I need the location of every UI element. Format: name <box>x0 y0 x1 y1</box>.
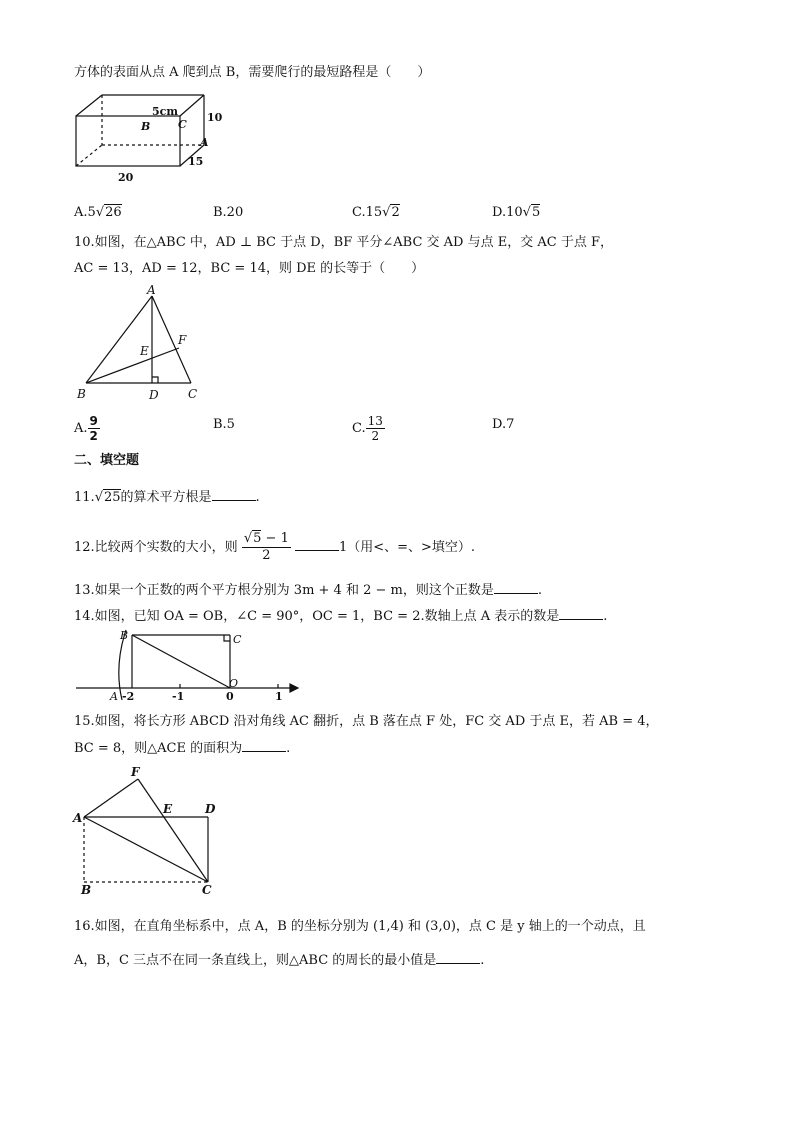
q14-answer-blank[interactable] <box>559 606 603 620</box>
q10-label-A: A <box>147 283 156 297</box>
q9-label-A: A <box>200 136 209 149</box>
q9-dim-right: 10 <box>207 111 223 124</box>
q9-option-c: C.15√2 <box>352 205 400 220</box>
q16-line1: 16.如图，在直角坐标系中，点 A，B 的坐标分别为 (1,4) 和 (3,0)，点 C 是 y 轴上的一个动点，且 <box>74 919 646 934</box>
q15-label-F: F <box>131 765 140 779</box>
q10-label-F: F <box>178 333 187 347</box>
q15-label-E: E <box>163 802 173 816</box>
q14-tick-m2: -2 <box>122 690 135 703</box>
q9-dim-bottom: 20 <box>118 171 134 184</box>
q9-dim-top: 5cm <box>152 105 178 118</box>
q12: 12.比较两个实数的大小，则 $\frac{√5 - 1}{2}$ 1（用<、=、>填空）. <box>74 531 476 563</box>
q10-line1: 10.如图，在△ABC 中，AD ⊥ BC 于点 D，BF 平分∠ABC 交 AD 与点 E，交 AC 于点 F， <box>74 235 613 250</box>
q10-triangle-figure <box>72 282 212 402</box>
q9-box-figure <box>70 88 230 188</box>
q14-tick-0: 0 <box>226 690 234 703</box>
q14-label-O: O <box>229 677 239 690</box>
q16-answer-blank[interactable] <box>436 950 480 964</box>
q15-label-C: C <box>202 883 212 897</box>
q13: 13.如果一个正数的两个平方根分别为 3m + 4 和 2 − m，则这个正数是 . <box>74 580 542 600</box>
q11: 11.√25的算术平方根是 . <box>74 487 260 507</box>
q16-line2: A，B，C 三点不在同一条直线上，则△ABC 的周长的最小值是 . <box>74 950 484 970</box>
q10-line2: AC = 13，AD = 12，BC = 14，则 DE 的长等于（ ） <box>74 261 425 276</box>
q14-tick-m1: -1 <box>172 690 185 703</box>
q14: 14.如图，已知 OA = OB，∠C = 90°，OC = 1，BC = 2.数轴上点 A 表示的数是 . <box>74 606 607 626</box>
q14-label-A: A <box>110 690 118 703</box>
q14-tick-1: 1 <box>275 690 283 703</box>
q9-dim-side: 15 <box>188 155 204 168</box>
q14-number-line-figure <box>72 626 302 706</box>
q10-label-B: B <box>77 387 86 401</box>
q15-label-B: B <box>81 883 92 897</box>
q10-option-b: B.5 <box>213 417 235 432</box>
q10-option-c: C. $\frac{13}{2}$ <box>352 414 383 443</box>
q9-stem: 方体的表面从点 A 爬到点 B，需要爬行的最短路程是（ ） <box>74 65 431 80</box>
q10-option-d: D.7 <box>492 417 515 432</box>
q10-label-C: C <box>188 387 198 401</box>
q15-line1: 15.如图，将长方形 ABCD 沿对角线 AC 翻折，点 B 落在点 F 处，FC 交 AD 于点 E，若 AB = 4， <box>74 714 659 729</box>
q10-label-D: D <box>149 388 159 402</box>
q13-answer-blank[interactable] <box>494 580 538 594</box>
q15-answer-blank[interactable] <box>242 738 286 752</box>
q10-label-E: E <box>140 344 149 358</box>
q11-answer-blank[interactable] <box>212 487 256 501</box>
q15-fold-figure <box>70 762 230 898</box>
section-title: 二、填空题 <box>74 453 140 468</box>
q14-label-C: C <box>233 633 242 646</box>
q14-label-B: B <box>120 629 129 642</box>
q9-option-b: B.20 <box>213 205 244 220</box>
q12-answer-blank[interactable] <box>295 537 339 551</box>
q9-label-C: C <box>178 118 187 131</box>
q9-option-a: A.5√26 <box>74 205 122 220</box>
q15-line2: BC = 8，则△ACE 的面积为 . <box>74 738 290 758</box>
q10-option-a: A. $\frac{9}{2}$ <box>74 414 98 443</box>
q15-label-D: D <box>205 802 216 816</box>
q9-label-B: B <box>141 120 151 133</box>
q15-label-A: A <box>73 811 83 825</box>
q9-option-d: D.10√5 <box>492 205 541 220</box>
